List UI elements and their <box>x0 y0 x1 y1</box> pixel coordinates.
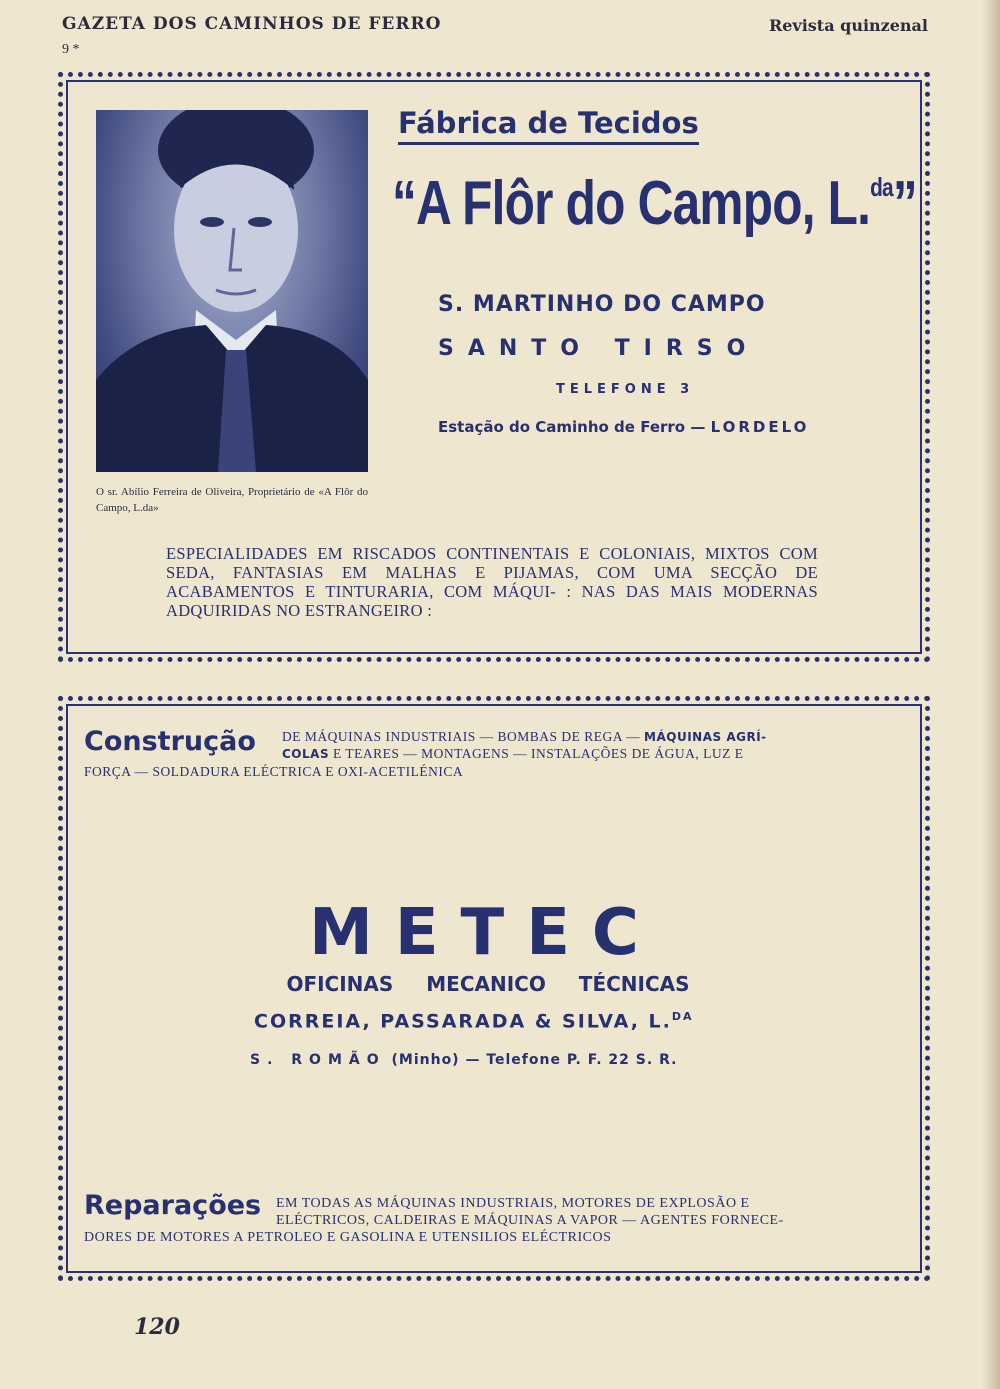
reparacoes-heading: Reparações <box>84 1190 262 1221</box>
publication-title: GAZETA DOS CAMINHOS DE FERRO <box>62 14 442 34</box>
page-number: 120 <box>134 1314 180 1340</box>
ad1-telefone: TELEFONE 3 <box>556 382 695 397</box>
ad1-estacao: Estação do Caminho de Ferro — LORDELO <box>438 418 810 436</box>
ad1-location-2: SANTO TIRSO <box>438 336 760 361</box>
metec-brand: METEC <box>309 896 661 970</box>
page-edge-shadow <box>982 0 1000 1389</box>
construcao-line-2: COLAS E TEARES — MONTAGENS — INSTALAÇÕES DE ÁGUA, LUZ E <box>282 746 744 761</box>
header-mark: 9 * <box>62 42 80 57</box>
ad1-company-name: “A Flôr do Campo, L.$^{da}$” <box>392 169 917 238</box>
construcao-heading: Construção <box>84 726 256 757</box>
construcao-line-3: FORÇA — SOLDADURA ELÉCTRICA E OXI-ACETILÉNICA <box>84 764 464 779</box>
man-portrait-photo-icon <box>96 110 368 472</box>
metec-address: S. ROMÃO (Minho) — Telefone P. F. 22 S. R. <box>250 1052 678 1068</box>
metec-subtitle: OFICINAS MECANICO TÉCNICAS <box>286 972 690 996</box>
reparacoes-line-3: DORES DE MOTORES A PETROLEO E GASOLINA E UTENSILIOS ELÉCTRICOS <box>84 1230 612 1245</box>
ad1-location-1: S. MARTINHO DO CAMPO <box>438 292 766 317</box>
publication-subtitle: Revista quinzenal <box>768 16 928 35</box>
metec-firm: CORREIA, PASSARADA & SILVA, L.$^{DA}$ <box>254 1010 694 1033</box>
ad1-specialties: ESPECIALIDADES EM RISCADOS CONTINENTAIS E COLONIAIS, MIXTOS COM SEDA, FANTASIAS EM MALHAS E PIJAMAS, COM UMA SECÇÃO DE ACABAMENTOS E TINTURARIA, COM MÁQUI- : NAS DAS MAIS MODERNAS ADQUIRIDAS NO ESTRANGEIRO : <box>166 544 818 620</box>
reparacoes-line-1: EM TODAS AS MÁQUINAS INDUSTRIAIS, MOTORES DE EXPLOSÃO E <box>276 1196 750 1211</box>
portrait-caption: O sr. Abílio Ferreira de Oliveira, Proprietário de «A Flôr do Campo, L.da» <box>96 486 368 514</box>
reparacoes-line-2: ELÉCTRICOS, CALDEIRAS E MÁQUINAS A VAPOR — AGENTES FORNECE- <box>276 1213 784 1228</box>
construcao-line-1: DE MÁQUINAS INDUSTRIAIS — BOMBAS DE REGA — MÁQUINAS AGRÍ- <box>282 729 767 744</box>
ad1-kicker: Fábrica de Tecidos <box>398 106 699 145</box>
